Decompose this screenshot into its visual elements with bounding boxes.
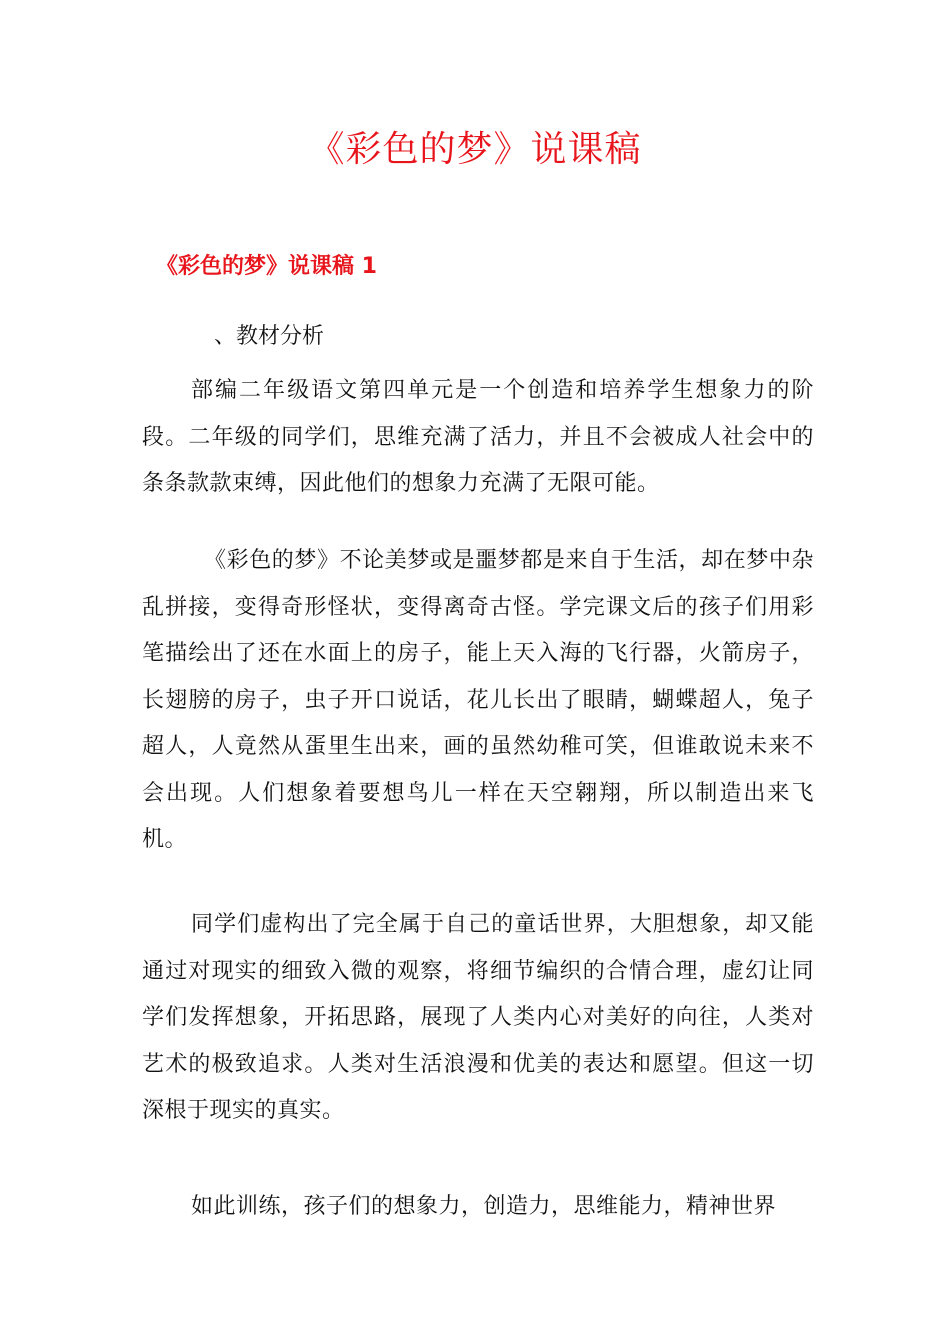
section-heading: 、教材分析: [214, 324, 325, 349]
document-subtitle: 《彩色的梦》说课稿 1: [156, 254, 377, 279]
body-paragraph-2: 《彩色的梦》不论美梦或是噩梦都是来自于生活，却在梦中杂乱拼接，变得奇形怪状，变得离奇古怪。学完课文后的孩子们用彩笔描绘出了还在水面上的房子，能上天入海的飞行器，火箭房子，长翅膀的房子，虫子开口说话，花儿长出了眼睛，蝴蝶超人，兔子超人，人竟然从蛋里生出来，画的虽然幼稚可笑，但谁敢说未来不会出现。人们想象着要想鸟儿一样在天空翱翔，所以制造出来飞机。: [142, 548, 814, 852]
body-paragraph-1: 部编二年级语文第四单元是一个创造和培养学生想象力的阶段。二年级的同学们，思维充满了活力，并且不会被成人社会中的条条款款束缚，因此他们的想象力充满了无限可能。: [142, 378, 814, 496]
document-title: 《彩色的梦》说课稿: [308, 129, 642, 170]
body-paragraph-4: 如此训练，孩子们的想象力，创造力，思维能力，精神世界: [191, 1194, 777, 1219]
body-paragraph-3: 同学们虚构出了完全属于自己的童话世界，大胆想象，却又能通过对现实的细致入微的观察，将细节编织的合情合理，虚幻让同学们发挥想象，开拓思路，展现了人类内心对美好的向往，人类对艺术的极致追求。人类对生活浪漫和优美的表达和愿望。但这一切深根于现实的真实。: [142, 912, 814, 1123]
